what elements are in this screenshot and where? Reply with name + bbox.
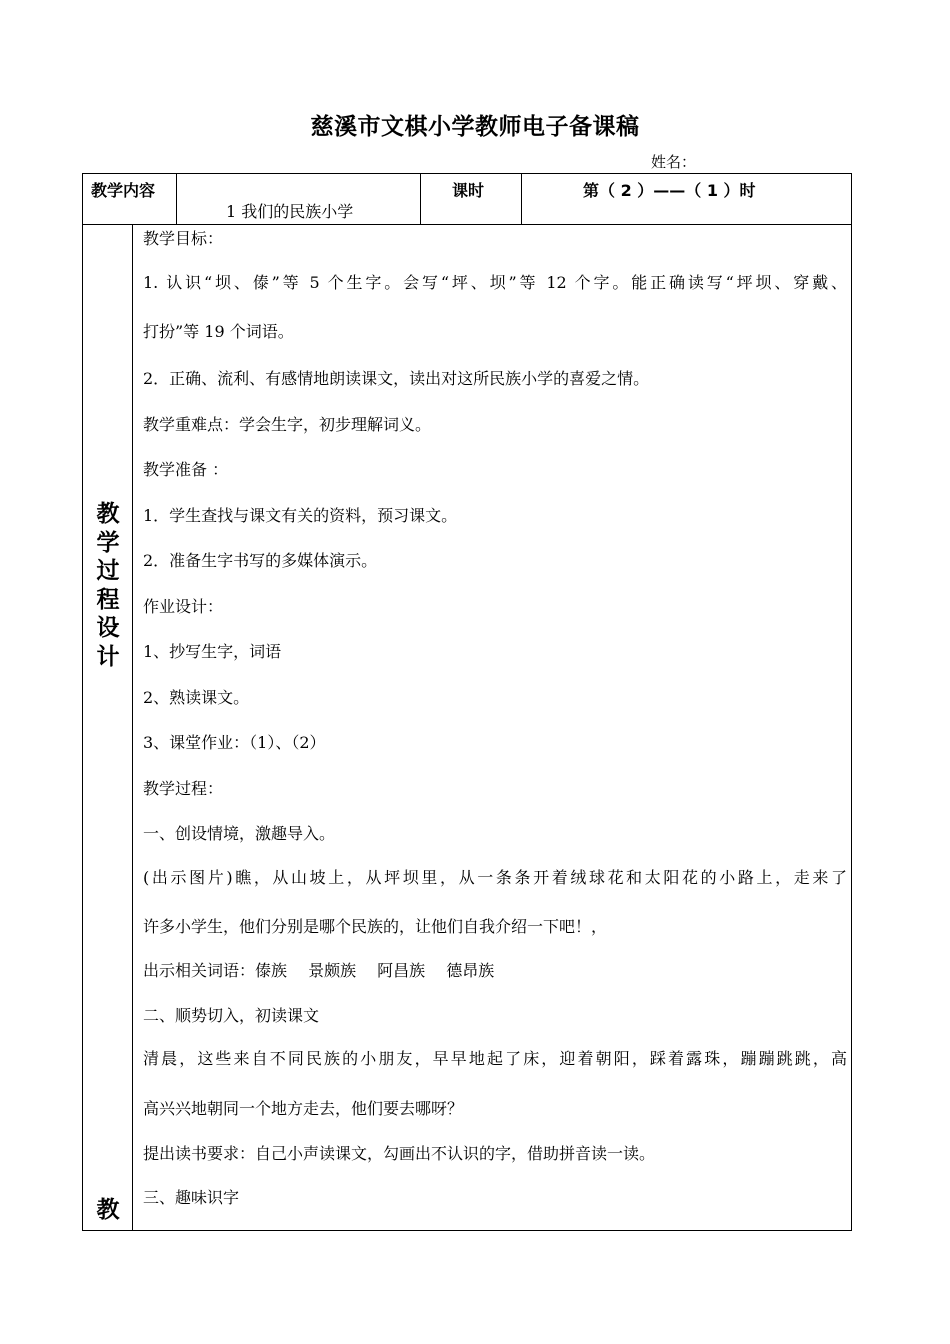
body-line: 2．正确、流利、有感情地朗读课文，读出对这所民族小学的喜爱之情。 bbox=[143, 369, 650, 388]
body-line: 1．学生查找与课文有关的资料，预习课文。 bbox=[143, 506, 458, 525]
document-title: 慈溪市文棋小学教师电子备课稿 bbox=[310, 114, 640, 140]
header-col-divider-3 bbox=[521, 173, 522, 224]
body-line: 教学准备 ： bbox=[143, 460, 229, 479]
body-line: 一、创设情境，激趣导入。 bbox=[143, 824, 336, 843]
side-label-main bbox=[84, 500, 132, 671]
body-line: 2．准备生字书写的多媒体演示。 bbox=[143, 551, 378, 570]
content-label: 教学内容 bbox=[91, 181, 156, 200]
body-line: 三、趣味识字 bbox=[143, 1188, 240, 1207]
header-col-divider-1 bbox=[176, 173, 177, 224]
header-col-divider-2 bbox=[420, 173, 421, 224]
side-char: 计 bbox=[96, 643, 120, 670]
body-line: (出示图片)瞧，从山坡上，从坪坝里，从一条条开着绒球花和太阳花的小路上，走来了 bbox=[143, 868, 847, 887]
side-char: 程 bbox=[96, 586, 120, 613]
body-line: 教学重难点：学会生字，初步理解词义。 bbox=[143, 415, 432, 434]
body-line: 二、顺势切入，初读课文 bbox=[143, 1006, 320, 1025]
body-line: 高兴兴地朝同一个地方走去，他们要去哪呀？ bbox=[143, 1099, 464, 1118]
body-line: 3、课堂作业：（1）、（2） bbox=[143, 733, 326, 752]
period-value: 第（ 2 ）——（ 1 ）时 bbox=[583, 181, 756, 200]
body-line: 清晨，这些来自不同民族的小朋友，早早地起了床，迎着朝阳，踩着露珠，蹦蹦跳跳，高 bbox=[143, 1049, 847, 1068]
body-col-divider bbox=[132, 224, 133, 1231]
body-line: 出示相关词语：傣族 景颇族 阿昌族 德昂族 bbox=[143, 961, 495, 980]
period-label: 课时 bbox=[452, 181, 485, 200]
body-line: 打扮”等 19 个词语。 bbox=[143, 322, 294, 341]
side-char: 过 bbox=[96, 558, 120, 584]
body-line: 1. 认识“坝、傣”等 5 个生字。会写“坪、坝”等 12 个字。能正确读写“坪坝、穿戴、 bbox=[143, 273, 847, 292]
side-label-continued: 教 bbox=[96, 1197, 120, 1223]
name-label: 姓名： bbox=[651, 153, 697, 171]
body-line: 2、熟读课文。 bbox=[143, 688, 250, 707]
side-char: 设 bbox=[96, 615, 120, 641]
body-line: 教学目标： bbox=[143, 229, 224, 248]
body-line: 提出读书要求：自己小声读课文，勾画出不认识的字，借助拼音读一读。 bbox=[143, 1144, 656, 1163]
content-value: 1 我们的民族小学 bbox=[226, 202, 354, 221]
side-char: 教 bbox=[96, 501, 120, 527]
body-line: 许多小学生，他们分别是哪个民族的，让他们自我介绍一下吧！， bbox=[143, 917, 608, 936]
side-char: 学 bbox=[96, 529, 120, 556]
body-line: 1、抄写生字，词语 bbox=[143, 642, 282, 661]
body-line: 作业设计： bbox=[143, 597, 224, 616]
body-line: 教学过程： bbox=[143, 779, 224, 798]
header-row-divider bbox=[82, 224, 852, 225]
